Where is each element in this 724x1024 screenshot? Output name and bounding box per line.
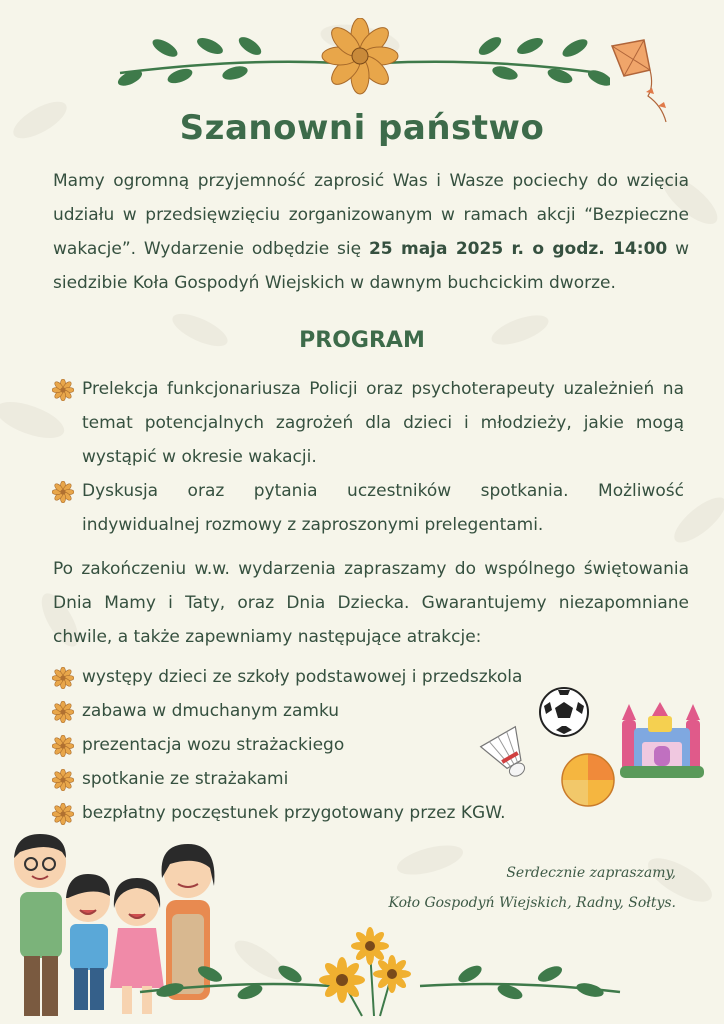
flower-bullet-icon [52,701,74,723]
attraction-item [52,694,572,728]
attraction-item [52,796,572,830]
program-item [52,372,684,474]
signature-block [389,858,676,918]
attraction-text: spotkanie ze strażakami [82,769,289,789]
program-item-text: Prelekcja funkcjonariusza Policji oraz psychoterapeuty uzależnień na temat potencjalnych zagrożeń dla dzieci i młodzieży, jakie mogą wystąpić w okresie wakacji. [82,379,684,467]
shuttlecock-icon [478,724,538,784]
intro-text-after: w siedzibie Koła Gospodyń Wiejskich w dawnym buchcickim dworze. [53,239,690,293]
flower-bullet-icon [52,667,74,689]
sunflowers-icon [319,927,411,1016]
attraction-text: występy dzieci ze szkoły podstawowej i przedszkola [82,667,523,687]
attraction-text: prezentacja wozu strażackiego [82,735,345,755]
event-date: 25 maja 2025 r. o godz. 14:00 [368,239,668,259]
flower-bullet-icon [52,769,74,791]
program-item-text: Dyskusja oraz pytania uczestników spotkania. Możliwość indywidualnej rozmowy z zaproszonymi prelegentami. [82,481,684,535]
bouncy-castle-icon [614,700,710,782]
program-item [52,474,684,542]
top-garland [110,18,610,98]
program-heading: PROGRAM [299,328,425,353]
attraction-text: bezpłatny poczęstunek przygotowany przez KGW. [82,803,506,823]
program-list [52,372,684,542]
signature-line-1: Serdecznie zapraszamy, [506,865,676,881]
attraction-text: zabawa w dmuchanym zamku [82,701,340,721]
intro-paragraph [53,164,689,300]
after-event-paragraph: Po zakończeniu w.w. wydarzenia zapraszamy do wspólnego świętowania Dnia Mamy i Taty, oraz Dnia Dziecka. Gwarantujemy niezapomniane chwile, a także zapewniamy następujące atrakcje: [53,559,689,647]
signature-line-2: Koło Gospodyń Wiejskich, Radny, Sołtys. [388,895,676,911]
page-title: Szanowni państwo [179,108,545,148]
flower-bullet-icon [52,379,74,401]
flower-bullet-icon [52,481,74,503]
bottom-garland [130,920,630,1020]
flower-icon [322,18,398,94]
attraction-item [52,660,572,694]
soccer-ball-icon [538,686,590,738]
intro-text-before: Mamy ogromną przyjemność zaprosić Was i Wasze pociechy do wzięcia udziału w przedsięwzięciu zorganizowanym w ramach akcji “Bezpieczne wakacje”. Wydarzenie odbędzie się [53,171,689,259]
flower-bullet-icon [52,803,74,825]
flower-bullet-icon [52,735,74,757]
beach-ball-icon [560,752,616,808]
